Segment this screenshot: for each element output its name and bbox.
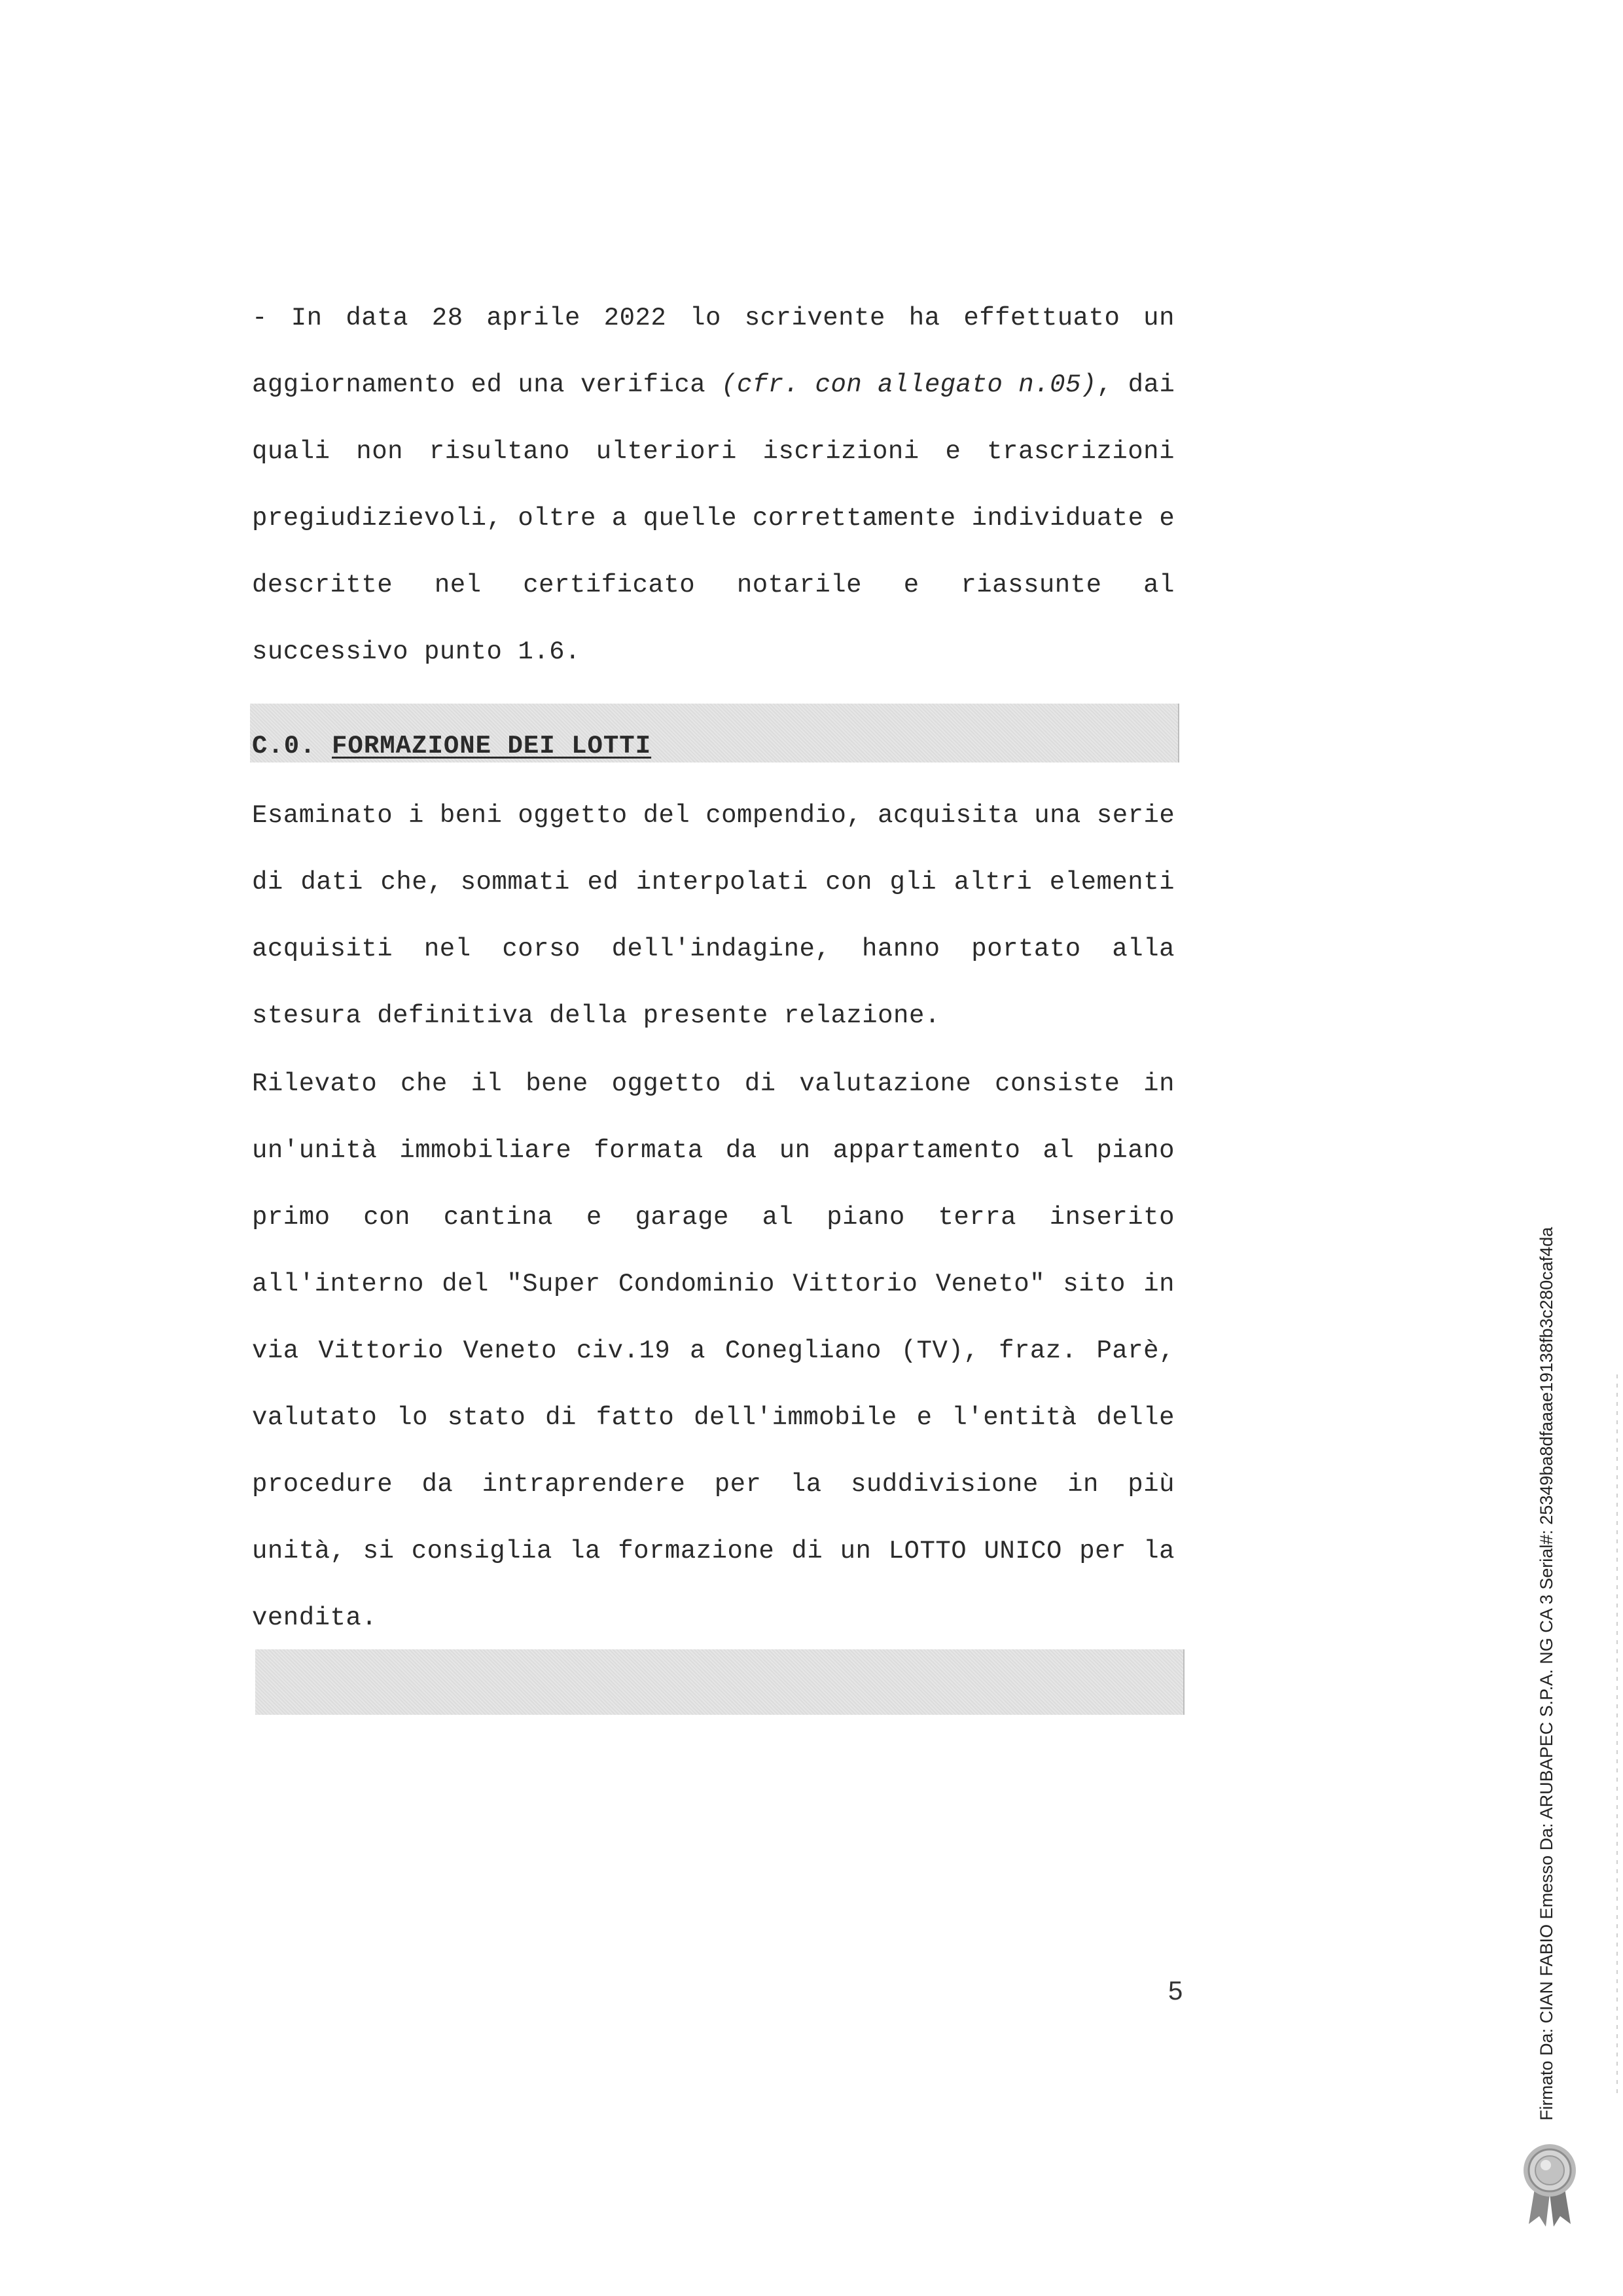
reference-allegato: (cfr. con allegato n.05) <box>721 370 1097 399</box>
certificate-seal-icon <box>1517 2139 1582 2231</box>
text-line: primo con cantina e garage al piano terra inserito <box>252 1203 1175 1232</box>
text-line: valutato lo stato di fatto dell'immobile e l'entità delle <box>252 1403 1175 1432</box>
page-number: 5 <box>1168 1977 1183 2005</box>
text-line: procedure da intraprendere per la suddivisione in più <box>252 1470 1175 1499</box>
text-line: quali non risultano ulteriori iscrizioni e trascrizioni <box>252 437 1175 466</box>
text-line: Rilevato che il bene oggetto di valutazione consiste in <box>252 1069 1175 1098</box>
section-title: FORMAZIONE DEI LOTTI <box>332 732 652 761</box>
text-line: Esaminato i beni oggetto del compendio, acquisita una serie <box>252 801 1175 830</box>
empty-section-band <box>255 1649 1185 1715</box>
section-heading <box>252 732 651 761</box>
paragraph-lotto-unico <box>252 1050 1175 1651</box>
text-line: vendita. <box>252 1604 378 1632</box>
text-line: - In data 28 aprile 2022 lo scrivente ha effettuato un <box>252 304 1175 332</box>
text-line: di dati che, sommati ed interpolati con gli altri elementi <box>252 868 1175 897</box>
text-line: pregiudizievoli, oltre a quelle correttamente individuate e <box>252 504 1175 533</box>
text-line: all'interno del "Super Condominio Vittorio Veneto" sito in <box>252 1270 1175 1299</box>
text-line: un'unità immobiliare formata da un appartamento al piano <box>252 1136 1175 1165</box>
text-line: via Vittorio Veneto civ.19 a Conegliano (TV), fraz. Parè, <box>252 1336 1175 1365</box>
scan-edge-line <box>1616 1374 1618 2094</box>
text-line: acquisiti nel corso dell'indagine, hanno portato alla <box>252 935 1175 963</box>
text-line: stesura definitiva della presente relazione. <box>252 1001 940 1030</box>
paragraph-update-verification <box>252 285 1175 685</box>
digital-signature-text: Firmato Da: CIAN FABIO Emesso Da: ARUBAPEC S.P.A. NG CA 3 Serial#: 25349ba8dfaaae19138fb3c280caf4da <box>1537 1227 1556 2121</box>
paragraph-examination <box>252 782 1175 1049</box>
text-line: aggiornamento ed una verifica (cfr. con allegato n.05), dai <box>252 370 1175 399</box>
text-line: successivo punto 1.6. <box>252 637 580 666</box>
text-line: unità, si consiglia la formazione di un LOTTO UNICO per la <box>252 1537 1175 1566</box>
text-line: descritte nel certificato notarile e riassunte al <box>252 571 1175 600</box>
section-number: C.0. <box>252 732 316 761</box>
